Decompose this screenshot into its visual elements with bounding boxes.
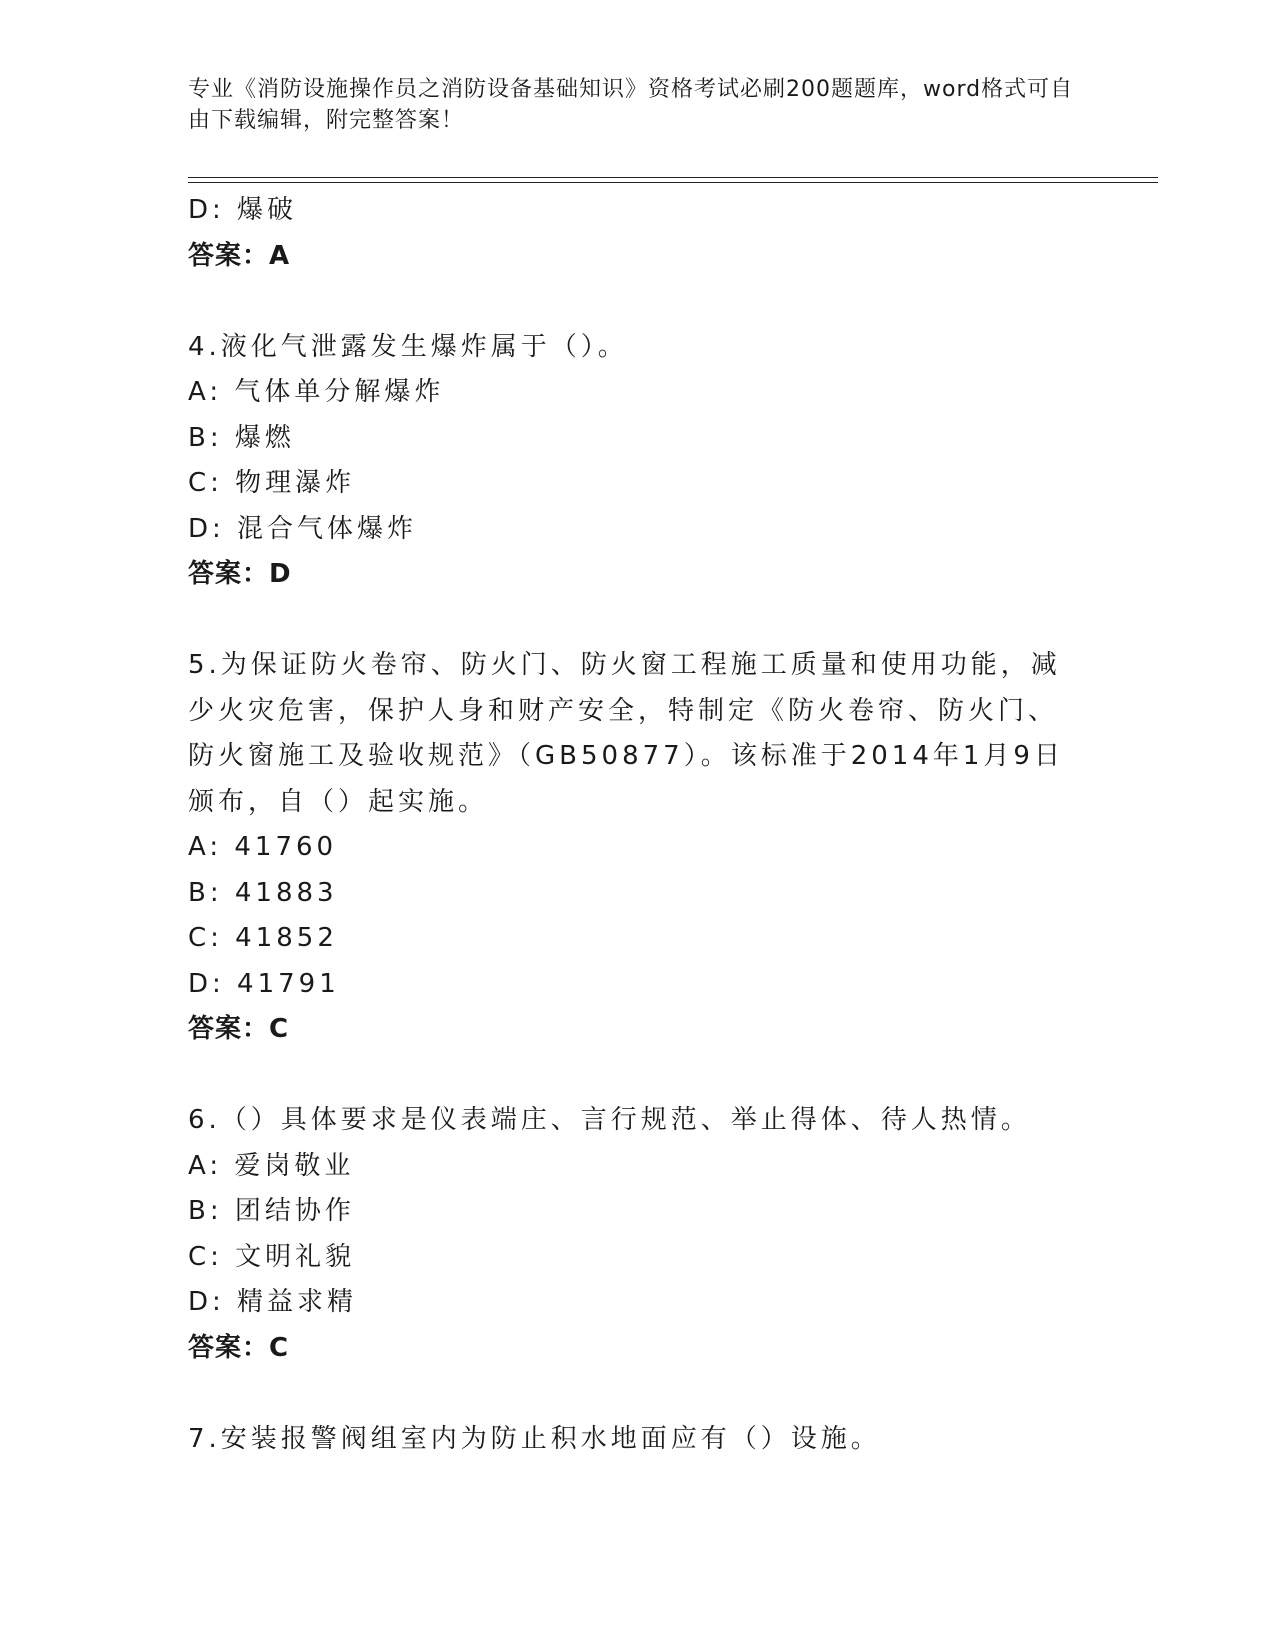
question-4 [188,325,1088,598]
option-d: D: 41791 [188,968,340,999]
question-7 [188,1417,1088,1463]
option-a: A: 气体单分解爆炸 [188,377,445,407]
option-d: D: 精益求精 [188,1287,358,1317]
header-divider-top [188,177,1158,178]
answer-line: 答案：D [188,559,292,589]
question-text: 7.安装报警阀组室内为防止积水地面应有（）设施。 [188,1423,881,1454]
answer-line: 答案：C [188,1332,290,1363]
question-6 [188,1098,1088,1371]
header-divider-bottom [188,182,1158,183]
option-a: A: 41760 [188,832,338,862]
question-text: 4.液化气泄露发生爆炸属于（）。 [188,331,628,362]
option-b: B: 团结协作 [188,1196,355,1226]
question-text: 6.（）具体要求是仪表端庄、言行规范、举止得体、待人热情。 [188,1105,1031,1135]
question-list [188,188,1088,1462]
option-b: B: 41883 [188,877,338,908]
question-text: 5.为保证防火卷帘、防火门、防火窗工程施工质量和使用功能，减少火灾危害，保护人身和财产安全，特制定《防火卷帘、防火门、防火窗施工及验收规范》（GB50877）。该标准于2014年1月9日颁布，自（）起实施。 [188,650,1064,817]
option-d: D: 混合气体爆炸 [188,513,418,544]
question-5 [188,643,1088,1053]
answer-line: 答案：A [188,240,291,271]
option-c: C: 文明礼貌 [188,1241,356,1272]
document-header: 专业《消防设施操作员之消防设备基础知识》资格考试必刷200题题库，word格式可自由下载编辑，附完整答案！ [188,77,1074,133]
option-b: B: 爆燃 [188,422,295,453]
option-c: C: 物理瀑炸 [188,468,356,498]
option-d: D: 爆破 [188,195,298,225]
option-a: A: 爱岗敬业 [188,1150,355,1181]
answer-line: 答案：C [188,1014,290,1044]
option-c: C: 41852 [188,923,338,953]
